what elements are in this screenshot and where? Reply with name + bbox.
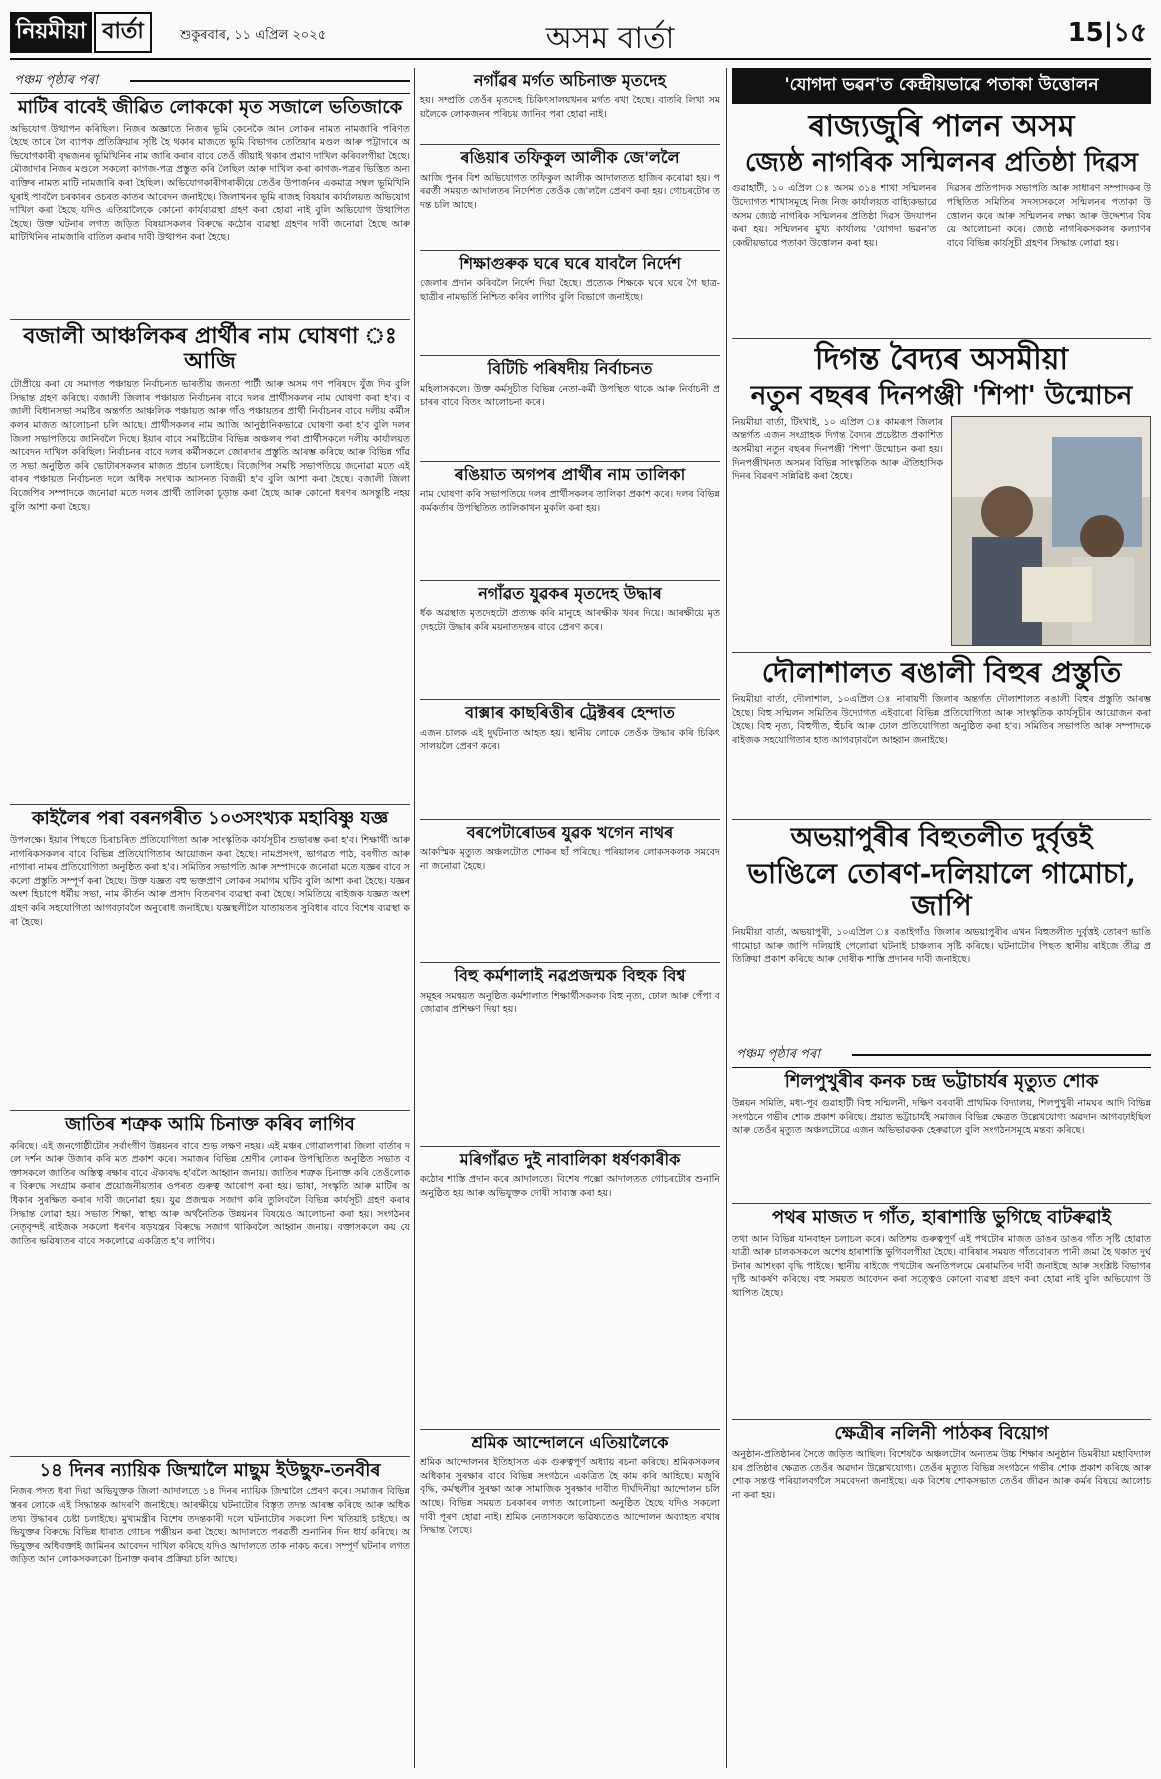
article — [732, 110, 1151, 332]
divider — [420, 819, 720, 820]
article — [10, 98, 410, 313]
article — [420, 967, 720, 1139]
continued-label: পঞ্চম পৃষ্ঠাৰ পৰা — [14, 73, 98, 88]
article-body: টোপ্ৰীয়ে কৰা যে সমাগত পঞ্চায়ত নিৰ্বাচনত ভাৰতীয় জনতা পাৰ্টী আৰু অসম গণ পৰিষদে যুঁজ দিব বুলি সিদ্ধান্ত গ্ৰহণ কৰিছে। বজালী জিলাৰ পঞ্চায়ত নিৰ্বাচনৰ বাবে দলৰ প্ৰাৰ্থীসকলৰ নাম ঘোষণা কৰা হ'ব। বজালী বিধানসভা সমষ্টিৰ অন্তৰ্গত আঞ্চলিক পঞ্চায়ত আৰু গাঁও পঞ্চায়তৰ প্ৰাৰ্থী নিৰ্বাচনৰ বাবে দলীয় কৰ্মীসকলৰ মাজত আলোচনা চলি আছে। প্ৰাৰ্থীসকলৰ নাম আজি আনুষ্ঠানিকভাৱে ঘোষণা কৰা হ'ব বুলি দলৰ জিলা সভাপতিয়ে জানিবলৈ দিছে। ইয়াৰ বাবে সমষ্টিটোৰ বিভিন্ন অঞ্চলৰ পৰা প্ৰাৰ্থীসকলে দলীয় কাৰ্যালয়ত আবেদন দাখিল কৰিছিল। নিৰ্বাচনৰ বাবে দলৰ কৰ্মীসকলে জোৰদাৰ প্ৰস্তুতি আৰম্ভ কৰিছে আৰু বিভিন্ন গাঁৱত সভা অনুষ্ঠিত কৰি ভোটাৰসকলৰ মাজত প্ৰচাৰ চলাইছে। বিজেপিৰ সমষ্টি সভাপতিয়ে জনোৱা মতে এইবাৰৰ পঞ্চায়ত নিৰ্বাচনত দলে অধিক সংখ্যক আসনত বিজয়ী হ'ব বুলি আশা কৰা হৈছে। বজালী জিলা বিজেপিৰ সম্পাদকে জনোৱা মতে দলৰ প্ৰাৰ্থী তালিকা চূড়ান্ত কৰা হৈছে আৰু কোনো ধৰণৰ অসন্তুষ্টি নহয় বুলি আশা কৰা হৈছে। — [10, 379, 410, 513]
article-body: আকস্মিক মৃত্যুত অঞ্চলটোত শোকৰ ছাঁ পৰিছে। পৰিয়ালৰ লোকসকলক সমবেদনা জনোৱা হৈছে। — [420, 847, 720, 872]
headline: শিক্ষাগুৰুক ঘৰে ঘৰে যাবলৈ নিৰ্দেশ — [459, 253, 681, 273]
photo-image — [952, 417, 1151, 646]
headline: নগাঁৱৰ মৰ্গত অচিনাক্ত মৃতদেহ — [473, 71, 667, 90]
divider — [10, 1110, 410, 1111]
headline: ৰঙিয়াৰ তফিকুল আলীক জে'ললৈ — [460, 148, 680, 168]
divider — [10, 319, 410, 320]
headline: বৰপেটাৰোডৰ যুৱক খগেন নাথৰ — [466, 822, 674, 842]
headline: কাইলৈৰ পৰা বৰনগৰীত ১০৩সংখ্যক মহাবিষ্ণু যজ্ঞ — [31, 808, 389, 830]
logo-part1: নিয়মীয়া — [10, 12, 92, 53]
news-photo — [951, 416, 1151, 646]
article-body: শ্ৰমিক আন্দোলনৰ ইতিহাসত এক গুৰুত্বপূৰ্ণ অধ্যায় ৰচনা কৰিছে। শ্ৰমিকসকলৰ অধিকাৰ সুৰক্ষাৰ বাবে বিভিন্ন সংগঠনে একত্ৰিত হৈ কাম কৰি আহিছে। মজুৰি বৃদ্ধি, কৰ্মস্থলীৰ সুৰক্ষা আৰু সামাজিক সুৰক্ষাৰ দাবীত দীৰ্ঘদিনীয়া আন্দোলন চলি আছে। বিভিন্ন সময়ত চৰকাৰৰ লগত আলোচনা অনুষ্ঠিত হৈছে যদিও সকলো দাবী পূৰণ হোৱা নাই। শ্ৰমিক নেতাসকলে ভৱিষ্যতেও আন্দোলন অব্যাহত ৰখাৰ সিদ্ধান্ত লৈছে। — [420, 1457, 720, 1537]
continued-bar — [732, 1042, 1151, 1068]
article-body: আজি পুনৰ বিশ অভিযোগত তফিকুল আলীক আদালতত হাজিৰ কৰোৱা হয়। পৰৱৰ্তী সময়ত আদালতৰ নিৰ্দেশত তেওঁক জে'ললৈ প্ৰেৰণ কৰা হয়। গোচৰটোৰ তদন্ত চলি আছে। — [420, 172, 720, 211]
article-body: নিয়মীয়া বাৰ্তা, অভয়াপুৰী, ১০এপ্ৰিল ঃ বঙাইগাঁও জিলাৰ অভয়াপুৰীৰ এখন বিহুতলীত দুৰ্বৃত্তই তোৰণ ভাঙি গামোচা আৰু জাপি দলিয়াই পেলোৱা ঘটনাই চাঞ্চল্যৰ সৃষ্টি কৰিছে। ঘটনাটোৰ পিছত স্থানীয় ৰাইজে তীব্ৰ প্ৰতিক্ৰিয়া প্ৰকাশ কৰিছে আৰু দোষীক শাস্তি প্ৰদানৰ দাবী জনাইছে। — [732, 927, 1151, 966]
headline: মাটিৰ বাবেই জীৱিত লোককো মৃত সজালে ভতিজাকে — [17, 97, 403, 118]
continued-label: পঞ্চম পৃষ্ঠাৰ পৰা — [736, 1047, 820, 1063]
column-left — [10, 68, 410, 1691]
article-body: কঠোৰ শাস্তি প্ৰদান কৰে আদালতে। বিশেষ পক্সো আদালতত গোচৰটোৰ শুনানি অনুষ্ঠিত হয় আৰু অভিযুক্তক দোষী সাব্যস্ত কৰা হয়। — [420, 1173, 720, 1199]
headline: বজালী আঞ্চলিকৰ প্ৰাৰ্থীৰ নাম ঘোষণা ঃ আজি — [23, 322, 397, 374]
divider — [420, 250, 720, 251]
article — [420, 255, 720, 349]
headline: ক্ষেত্ৰীৰ নলিনী পাঠকৰ বিয়োগ — [834, 1422, 1049, 1444]
article-body: জেলাৰ প্ৰদান কৰিবলৈ নিৰ্দেশ দিয়া হৈছে। প্ৰত্যেক শিক্ষকে ঘৰে ঘৰে গৈ ছাত্ৰ-ছাত্ৰীৰ নামভৰ্তি নিশ্চিত কৰিব লাগিব বুলি বিভাগে জনাইছে। — [420, 278, 720, 303]
article — [420, 1434, 720, 1706]
divider — [732, 1419, 1151, 1420]
article — [420, 149, 720, 243]
headline: দৌলাশালত ৰঙালী বিহুৰ প্ৰস্তুতি — [761, 655, 1122, 689]
article-body: মহিলাসকলে। উক্ত কৰ্মসূচীত বিভিন্ন নেতা-কৰ্মী উপস্থিত থাকে আৰু নিৰ্বাচনী প্ৰচাৰৰ বাবে বিতং আলোচনা কৰে। — [420, 383, 720, 409]
article — [732, 1424, 1151, 1569]
headline: নগাঁৱত যুৱকৰ মৃতদেহ উদ্ধাৰ — [478, 583, 662, 603]
divider — [732, 338, 1151, 339]
banner-headline: 'যোগদা ভৱন'ত কেন্দ্ৰীয়ভাৱে পতাকা উত্তোলন — [732, 68, 1151, 104]
article — [10, 1115, 410, 1450]
article — [732, 1208, 1151, 1413]
headline: পথৰ মাজত দ গাঁত, হাৰাশাস্তি ভুগিছে বাটৰুৱাই — [772, 1206, 1111, 1228]
headline: বিটিচি পৰিষদীয় নিৰ্বাচনত — [487, 359, 653, 379]
headline: বাক্সাৰ কাছৰিত্তীৰ ট্ৰেক্টৰৰ হেন্দাত — [465, 703, 675, 723]
headline: মৰিগাঁৱত দুই নাবালিকা ধৰ্ষণকাৰীক — [459, 1149, 681, 1169]
article — [420, 466, 720, 574]
article — [420, 72, 720, 138]
divider — [420, 1429, 720, 1430]
divider — [732, 652, 1151, 653]
article — [10, 324, 410, 799]
article-body: উপলক্ষে। ইয়াৰ পিছতে চিৰাচৰিত প্ৰতিযোগিতা আৰু সাংস্কৃতিক কাৰ্যসূচীৰ শুভাৰম্ভ কৰা হ'ব। শিক্ষাৰ্থী আৰু নাগৰিকসকলৰ বাবে বিভিন্ন প্ৰতিযোগিতাৰ আয়োজন কৰা হৈছে। নামপ্ৰসংগ, ভাগৱত পাঠ, বৰগীত আৰু নাগাৰা নামৰ প্ৰতিযোগিতা অনুষ্ঠিত কৰা হ'ব। সমিতিৰ সভাপতি আৰু সম্পাদকে জনোৱা মতে যজ্ঞৰ বাবে সকলো প্ৰস্তুতি সম্পূৰ্ণ কৰা হৈছে। উক্ত যজ্ঞত বহু ভক্তপ্ৰাণ লোকৰ সমাগম ঘটিব বুলি আশা কৰা হৈছে। যজ্ঞৰ অংশ হিচাপে ধৰ্মীয় সভা, নাম কীৰ্তন আৰু প্ৰসাদ বিতৰণৰ ব্যৱস্থা কৰা হৈছে। সমিতিয়ে ৰাইজক যজ্ঞত অংশগ্ৰহণ কৰি সহযোগিতা আগবঢ়াবলৈ অনুৰোধ জনাইছে। যজ্ঞস্থলীলৈ যাতায়তৰ সুবিধাৰ বাবে বিশেষ ব্যৱস্থা কৰা হৈছে। — [10, 834, 410, 928]
article — [732, 657, 1151, 813]
article-body: উন্নয়ন সমিতি, মধ্য-পূব গুৱাহাটী বিহু সন্মিলনী, দক্ষিণ বৰবাৰী প্ৰাথমিক বিদ্যালয়, শিলপুখুৰী নামঘৰ আদি বিভিন্ন সংগঠনে গভীৰ শোক প্ৰকাশ কৰিছে। প্ৰয়াত ভট্টাচাৰ্যই সমাজৰ বিভিন্ন ক্ষেত্ৰত উল্লেখযোগ্য অৱদান আগবঢ়াইছিল আৰু তেওঁৰ মৃত্যুত অঞ্চলটোৱে এজন অভিভাৱকক হেৰুৱালে বুলি সংগঠনসমূহে মন্তব্য কৰিছে। — [732, 1097, 1151, 1137]
headline-deck: ৰাজ্যজুৰি পালন অসম — [808, 109, 1075, 144]
divider — [420, 580, 720, 581]
headline: ৰঙিয়াত অগপৰ প্ৰাৰ্থীৰ নাম তালিকা — [454, 464, 686, 484]
headline: শিলপুখুৰীৰ কনক চন্দ্ৰ ভট্টাচাৰ্যৰ মৃত্যুত শোক — [784, 1071, 1099, 1093]
divider — [852, 1054, 1151, 1056]
section-title: অসম বাৰ্তা — [545, 21, 675, 56]
article-body: গুৱাহাটী, ১০ এপ্ৰিল ঃ অসম ৩১৪ শাখা সন্মিলনৰ উদ্যোগত শাখাসমূহে নিজ নিজ কাৰ্যালয়ত বাহ্যিকভাৱে অসম জ্যেষ্ঠ নাগৰিক সন্মিলনৰ প্ৰতিষ্ঠা দিৱস উদযাপন কৰা হয়। সন্মিলনৰ মুখ্য কাৰ্যালয় 'যোগদা ভৱন'ত কেন্দ্ৰীয়ভাৱে পতাকা উত্তোলন কৰা হয়। — [732, 183, 937, 249]
column-rule — [726, 68, 727, 1768]
column-rule — [414, 68, 415, 1768]
article — [420, 704, 720, 812]
issue-date: শুকুৰবাৰ, ১১ এপ্ৰিল ২০২৫ — [180, 28, 327, 43]
continued-bar — [10, 68, 410, 94]
headline-deck: অভয়াপুৰীৰ বিহুতলীত দুৰ্বৃত্তই — [790, 822, 1093, 853]
article-body: নিজৰ পদত ধৰা দিয়া অভিযুক্তক জিলা আদালতে ১৪ দিনৰ ন্যায়িক জিম্মালৈ প্ৰেৰণ কৰে। সমাজৰ বিভিন্ন স্তৰৰ লোকে এই সিদ্ধান্তক আদৰণি জনাইছে। আৰক্ষীয়ে ঘটনাটোৰ বিস্তৃত তদন্ত আৰম্ভ কৰিছে আৰু অধিক তথ্য উদ্ধাৰৰ চেষ্টা চলাইছে। মুখ্যমন্ত্ৰীৰ বিশেষ তদন্তকাৰী দলে ঘটনাটোৰ সকলো দিশ খতিয়াই চাইছে। অভিযুক্তৰ বিৰুদ্ধে বিভিন্ন ধাৰাত গোচৰ পঞ্জীয়ন কৰা হৈছে। আদালতে পৰৱৰ্তী শুনানিৰ দিন ধাৰ্য কৰিছে। অভিযুক্তৰ অধিবক্তাই জামিনৰ আবেদন দাখিল কৰিছে যদিও আদালতে তাক নাকচ কৰে। সম্পূৰ্ণ ঘটনাৰ লগত জড়িত আন লোকসকলকো চিনাক্ত কৰাৰ প্ৰক্ৰিয়া চলি আছে। — [10, 1486, 410, 1566]
divider — [420, 1146, 720, 1147]
divider — [10, 1456, 410, 1457]
headline: জাতিৰ শত্ৰুক আমি চিনাক্ত কৰিব লাগিব — [65, 1113, 355, 1135]
article — [420, 360, 720, 454]
article — [732, 343, 1151, 645]
headline: বিহু কৰ্মশালাই নৱপ্ৰজন্মক বিহুক বিশ্ব — [454, 966, 686, 986]
divider — [732, 1203, 1151, 1204]
article-body: দিৱসৰ প্ৰতিপাদক সভাপতি আৰু সাধাৰণ সম্পাদকৰ উপস্থিতিত সমিতিৰ সদস্যসকলে সন্মিলনৰ পতাকা উত্তোলন কৰে আৰু সন্মিলনৰ লক্ষ্য আৰু উদ্দেশ্যৰ বিষয়ে আলোচনা কৰে। জ্যেষ্ঠ নাগৰিকসকলৰ কল্যাণৰ বাবে বিভিন্ন কাৰ্যসূচী গ্ৰহণৰ সিদ্ধান্ত লোৱা হয়। — [946, 183, 1151, 249]
article-body: কৰিছে। এই জনগোষ্ঠীটোৰ সৰ্বাংগীণ উন্নয়নৰ বাবে শুভ লক্ষণ নহয়। এই মঞ্চৰ গোৱালপাৰা জিলা বাৰ্তাৰ দলে দৰ্শন আৰু উজাৰ কৰি মত প্ৰকাশ কৰে। সমাজৰ বিভিন্ন শ্ৰেণীৰ লোকৰ উপস্থিতিত অনুষ্ঠিত সভাত বক্তাসকলে জাতিৰ অস্তিত্ব ৰক্ষাৰ বাবে ঐক্যবদ্ধ হ'বলৈ আহ্বান জনায়। জাতিৰ শত্ৰুক চিনাক্ত কৰি তেওঁলোকৰ বিৰুদ্ধে সংগ্ৰাম কৰাৰ প্ৰয়োজনীয়তাৰ ওপৰত গুৰুত্ব আৰোপ কৰা হয়। ভাষা, সংস্কৃতি আৰু মাটিৰ অধিকাৰ সুৰক্ষিত কৰাৰ দাবী জনোৱা হয়। যুৱ প্ৰজন্মক সজাগ কৰি তুলিবলৈ বিভিন্ন কাৰ্যসূচী গ্ৰহণ কৰাৰ সিদ্ধান্ত লোৱা হয়। সভাত শিক্ষা, স্বাস্থ্য আৰু অৰ্থনৈতিক উন্নয়নৰ বিষয়েও আলোচনা কৰা হয়। সংগঠনৰ নেতৃবৃন্দই ৰাইজক সকলো ধৰণৰ ষড়যন্ত্ৰৰ বিৰুদ্ধে সজাগ থাকিবলৈ আহ্বান জনায়। বক্তাসকলে কয় যে জাতিৰ ভৱিষ্যতৰ বাবে সকলোৱে একত্ৰিত হ'ব লাগিব। — [10, 1140, 410, 1247]
headline-deck: ভাঙিলে তোৰণ-দলিয়ালে গামোচা, জাপি — [747, 856, 1136, 923]
logo-part2: বাৰ্তা — [94, 12, 152, 53]
article — [420, 585, 720, 693]
divider — [420, 461, 720, 462]
divider — [130, 80, 410, 82]
article-body: এজন চালক এই দুৰ্ঘটনাত আহত হয়। স্থানীয় লোকে তেওঁক উদ্ধাৰ কৰি চিকিৎসালয়লৈ প্ৰেৰণ কৰে। — [420, 727, 720, 753]
article-with-photo — [732, 416, 1151, 646]
article-body: হয়। সম্প্ৰতি তেওঁৰ মৃতদেহ চিকিৎসালয়খনৰ মৰ্গত ৰখা হৈছে। বাতৰি লিখা সময়লৈকে লোকজনৰ পৰিচয় জানিব পৰা হোৱা নাই। — [420, 95, 720, 120]
column-middle — [420, 68, 720, 1712]
headline-deck: দিগন্ত বৈদ্যৰ অসমীয়া — [814, 342, 1069, 378]
page-number: 15|১৫ — [1067, 18, 1147, 48]
newspaper-logo — [10, 12, 152, 53]
divider — [10, 804, 410, 805]
divider — [732, 819, 1151, 820]
column-right — [732, 68, 1151, 1574]
article-body: তথা আন বিভিন্ন যানবাহন চলাচল কৰে। অতিশয় গুৰুত্বপূৰ্ণ এই পথটোৰ মাজত ডাঙৰ ডাঙৰ গাঁত সৃষ্টি হোৱাত যাত্ৰী আৰু চালকসকলে অশেষ হাৰাশাস্তি ভুগিবলগীয়া হৈছে। বাৰিষাৰ সময়ত গাঁতবোৰত পানী জমা হৈ থকাত দুৰ্ঘটনাৰ আশংকা বৃদ্ধি পাইছে। স্থানীয় ৰাইজে পথটোৰ অনতিপলমে মেৰামতিৰ দাবী জনাইছে আৰু সংশ্লিষ্ট বিভাগৰ দৃষ্টি আকৰ্ষণ কৰিছে। বহু সময়ত আবেদন কৰা সত্ত্বেও কোনো ব্যৱস্থা গ্ৰহণ কৰা হোৱা নাই বুলি অভিযোগ উত্থাপিত হৈছে। — [732, 1233, 1151, 1299]
divider — [420, 355, 720, 356]
article-body: অভিযোগ উত্থাপন কৰিছিল। নিজৰ অজ্ঞাতে নিজৰ ভূমি কেনেকৈ আন লোকৰ নামত নামজাৰি পৰিণত হৈছে তাৰে লৈ ব্যাপক প্ৰতিক্ৰিয়াৰ সৃষ্টি হৈ থকাৰ মাজতে ভূমি বিভাগৰ তেতিয়াৰ মণ্ডল আৰু পট্টাদাৰে অভিযোগকাৰী বৃদ্ধজনৰ ভূমিখিনিৰ নাম জাৰি কৰাৰ বাবে তেওঁ জীয়াই থকাৰ প্ৰমাণ দাখিল কৰিবলগীয়া হৈছে। মৌজাদাৰ নিজৰ মণ্ডলে সকলো কাগজ-পত্ৰ প্ৰস্তুত কৰি লৈছিল আৰু দাখিল কৰা কাগজ-পত্ৰৰ ভিত্তিত অন্য ব্যক্তিৰ নামত মাটি নামজাৰি কৰা হৈছিল। অভিযোগকাৰীগৰাকীয়ে তেওঁৰ উপাৰ্জনৰ একমাত্ৰ সম্বল ভূমিখিনি ঘূৰাই পাবলৈ চৰকাৰৰ ওচৰত কাতৰ আবেদন জনাইছে। জিলাখনৰ ভূমি ৰাজহ বিষয়াৰ কাৰ্যালয়ত অভিযোগ দাখিল কৰা হৈছে যদিও এতিয়ালৈকে কোনো কাৰ্যব্যৱস্থা গ্ৰহণ কৰা হোৱা নাই বুলি অভিযোগ উত্থাপিত হৈছে। উক্ত ঘটনাৰ লগত জড়িত বিষয়াসকলৰ বিৰুদ্ধে কঠোৰ ব্যৱস্থা গ্ৰহণৰ দাবী জনোৱা হৈছে আৰু মাটিখিনিৰ নামজাৰি বাতিল কৰাৰ দাবী উত্থাপন কৰা হৈছে। — [10, 123, 410, 244]
headline: ১৪ দিনৰ ন্যায়িক জিম্মালৈ মাছুম ইউছুফ-তনবীৰ — [39, 1459, 381, 1481]
headline: শ্ৰমিক আন্দোলনে এতিয়ালৈকে — [471, 1432, 669, 1452]
article — [732, 1072, 1151, 1197]
article — [420, 824, 720, 956]
article-body: ৰ্ধক অৱস্থাত মৃতদেহটো প্ৰত্যক্ষ কৰি মানুহে আৰক্ষীক খবৰ দিয়ে। আৰক্ষীয়ে মৃতদেহটো উদ্ধাৰ কৰি ময়নাতদন্তৰ বাবে প্ৰেৰণ কৰে। — [420, 608, 720, 633]
article — [732, 824, 1151, 1036]
headline-deck: জ্যেষ্ঠ নাগৰিক সন্মিলনৰ প্ৰতিষ্ঠা দিৱস — [744, 147, 1138, 178]
article — [420, 1151, 720, 1423]
article-body: নিয়মীয়া বাৰ্তা, দৌলাশাল, ১০এপ্ৰিল ঃ নাৰায়ণী জিলাৰ অন্তৰ্গত দৌলাশালত ৰঙালী বিহুৰ প্ৰস্তুতি আৰম্ভ হৈছে। বিহু সন্মিলন সমিতিৰ উদ্যোগত এইবাৰো বিভিন্ন প্ৰতিযোগিতা আৰু সাংস্কৃতিক কাৰ্যসূচীৰ আয়োজন কৰা হৈছে। বিহু নৃত্য, বিহুগীত, হুঁচৰি আৰু ঢোল প্ৰতিযোগিতা অনুষ্ঠিত কৰা হ'ব। সমিতিৰ সভাপতি আৰু সম্পাদকে ৰাইজক সহযোগিতাৰ হাত আগবঢ়াবলৈ আহ্বান জনাইছে। — [732, 693, 1151, 746]
article — [10, 1461, 410, 1686]
divider — [420, 962, 720, 963]
divider — [420, 699, 720, 700]
article-body: সমূহৰ সমন্বয়ত অনুষ্ঠিত কৰ্মশালাত শিক্ষাৰ্থীসকলক বিহু নৃত্য, ঢোল আৰু পেঁপা বজোৱাৰ প্ৰশিক্ষণ দিয়া হয়। — [420, 990, 720, 1016]
article-body: অনুষ্ঠান-প্ৰতিষ্ঠানৰ সৈতে জড়িত আছিল। বিশেষকৈ অঞ্চলটোৰ অন্যতম উচ্চ শিক্ষাৰ অনুষ্ঠান ডিমৰীয়া মহাবিদ্যালয়ৰ প্ৰতিষ্ঠাৰ ক্ষেত্ৰত তেওঁৰ অৱদান উল্লেখযোগ্য। তেওঁৰ মৃত্যুত বিভিন্ন সংগঠনে গভীৰ শোক প্ৰকাশ কৰিছে আৰু শোক সন্তপ্ত পৰিয়ালবৰ্গলৈ সমবেদনা জনাইছে। এক বিশেষ শোকসভাত তেওঁৰ জীৱন আৰু কৰ্মৰ বিষয়ে আলোচনা কৰা হয়। — [732, 1449, 1151, 1502]
article — [10, 809, 410, 1104]
headline-deck: নতুন বছৰৰ দিনপঞ্জী 'শিপা' উন্মোচন — [750, 380, 1133, 411]
article-body: নিয়মীয়া বাৰ্তা, টিংখাই, ১০ এপ্ৰিল ঃ কামৰূপ জিলাৰ অন্তৰ্গত এজন সংগ্ৰাহক দিগন্ত বৈদ্যৰ প্ৰচেষ্টাত প্ৰকাশিত অসমীয়া নতুন বছৰৰ দিনপঞ্জী 'শিপা' উন্মোচন কৰা হয়। দিনপঞ্জীখনত অসমৰ বিভিন্ন সাংস্কৃতিক আৰু ঐতিহাসিক দিনৰ বিৱৰণ সন্নিৱিষ্ট কৰা হৈছে। — [732, 416, 943, 483]
masthead — [10, 8, 1151, 60]
article-body: নাম ঘোষণা কৰি সভাপতিয়ে দলৰ প্ৰাৰ্থীসকলৰ তালিকা প্ৰকাশ কৰে। দলৰ বিভিন্ন কৰ্মকৰ্তাৰ উপস্থিতিত তালিকাখন মুকলি কৰা হয়। — [420, 488, 720, 514]
article-columns — [732, 182, 1151, 332]
divider — [420, 144, 720, 145]
